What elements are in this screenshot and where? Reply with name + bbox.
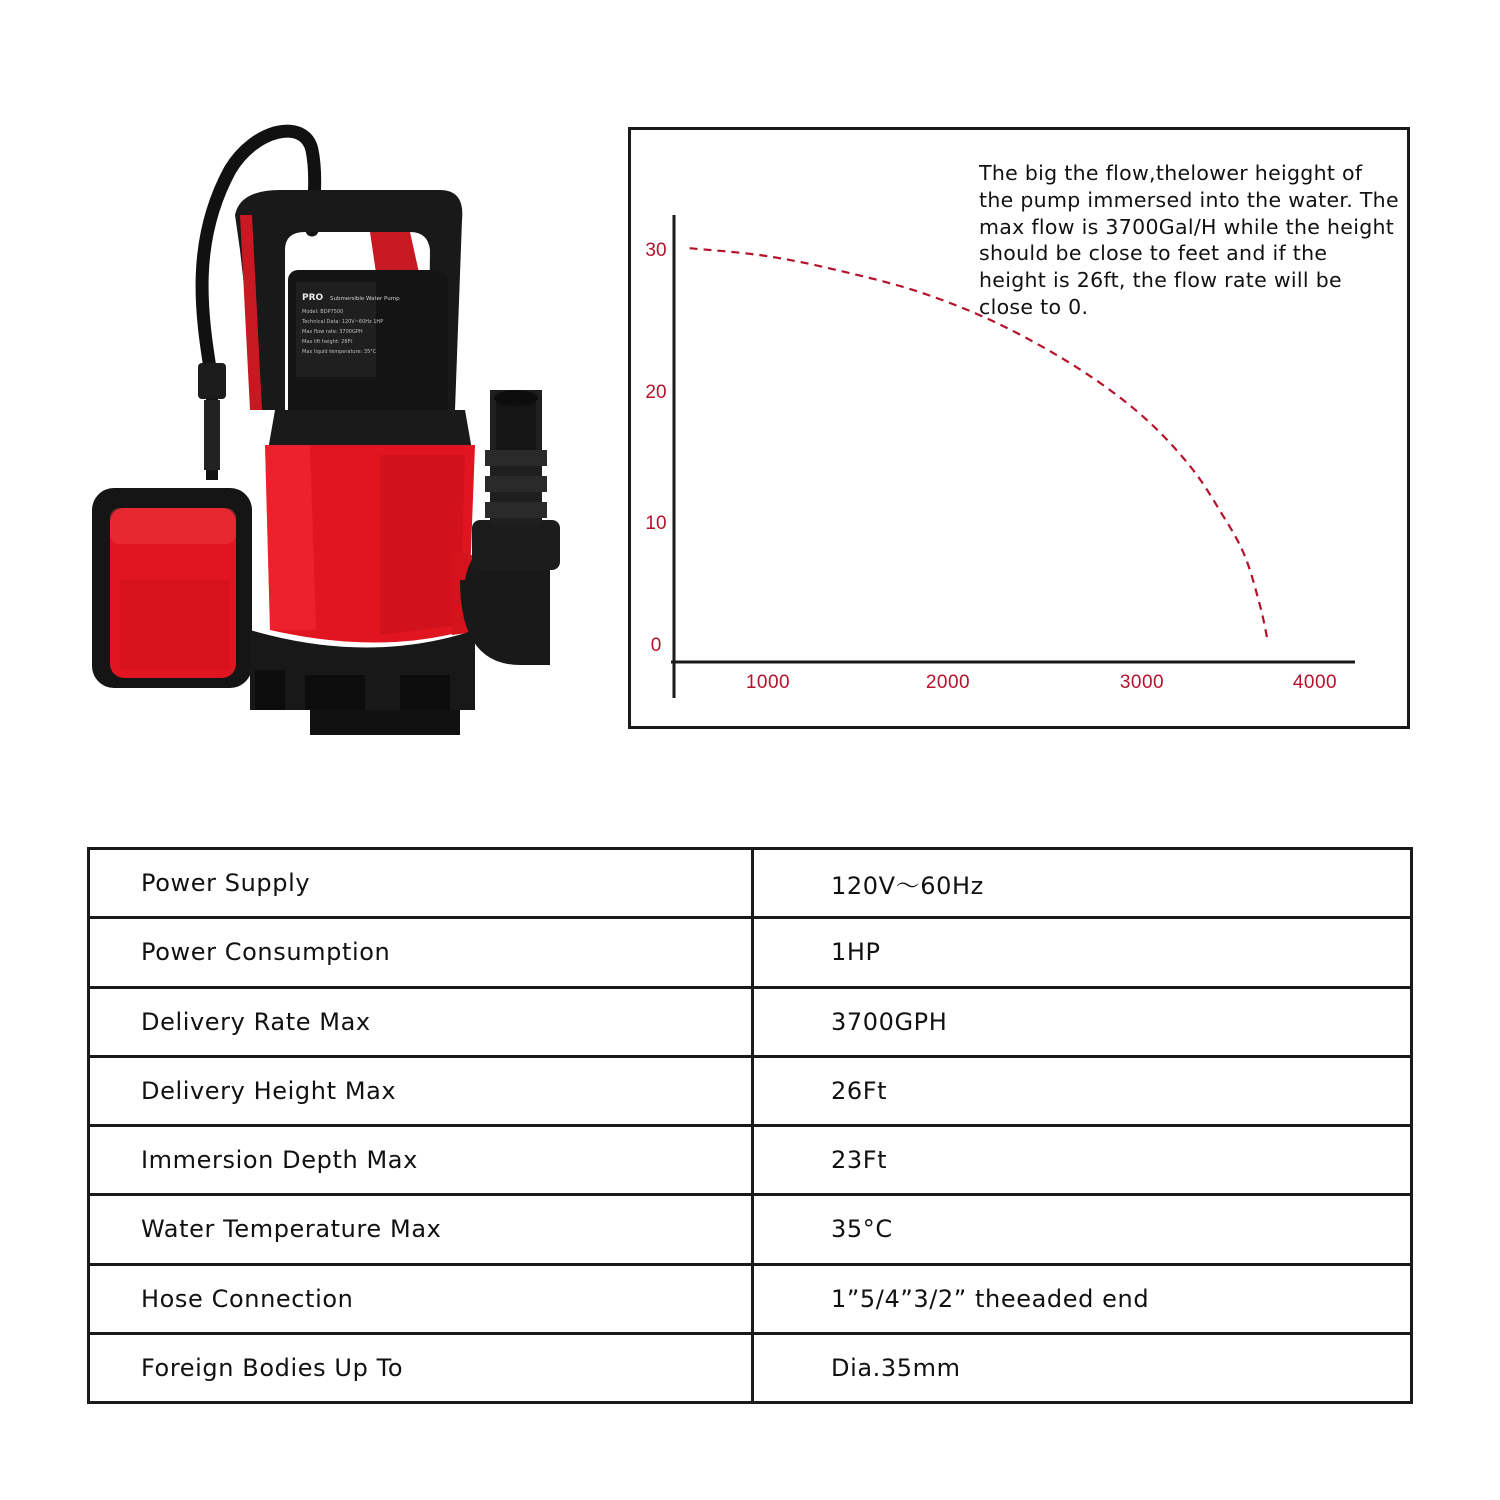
spec-value: 120V～60Hz — [753, 849, 1412, 918]
spec-row — [89, 849, 1412, 918]
spec-table-body — [89, 849, 1412, 1403]
spec-row — [89, 1126, 1412, 1195]
pump-label-line: Max liquid temperature: 35°C — [302, 349, 377, 355]
performance-curve-chart — [628, 127, 1410, 729]
spec-value: 35°C — [753, 1195, 1412, 1264]
chart-annotation: The big the flow,thelower heigght of the pump immersed into the water. The max flow is 3700Gal/H while the height should be close to feet and if the height is 26ft, the flow rate will be close to 0. — [979, 161, 1399, 319]
spec-row — [89, 918, 1412, 987]
spec-label: Immersion Depth Max — [89, 1126, 753, 1195]
spec-row — [89, 1195, 1412, 1264]
x-tick-label: 1000 — [745, 672, 791, 693]
spec-value: 26Ft — [753, 1056, 1412, 1125]
x-tick-label: 4000 — [1292, 672, 1338, 693]
spec-value: 1”5/4”3/2” theeaded end — [753, 1264, 1412, 1333]
spec-value: 23Ft — [753, 1126, 1412, 1195]
x-tick-label: 2000 — [925, 672, 971, 693]
spec-table — [87, 847, 1413, 1404]
spec-row — [89, 987, 1412, 1056]
submersible-pump-icon — [80, 110, 570, 750]
spec-row — [89, 1333, 1412, 1402]
pump-label-line: Max lift height: 26Ft — [302, 339, 353, 345]
pump-label-line: Technical Data: 120V~60Hz 1HP — [302, 319, 384, 325]
pump-label-line: Model: BDP7500 — [302, 309, 344, 315]
y-tick-label: 30 — [645, 240, 667, 261]
x-tick-label: 3000 — [1119, 672, 1165, 693]
spec-label: Power Supply — [89, 849, 753, 918]
spec-row — [89, 1056, 1412, 1125]
spec-label: Power Consumption — [89, 918, 753, 987]
pump-label-line: Max flow rate: 3700GPH — [302, 329, 363, 335]
spec-label: Delivery Rate Max — [89, 987, 753, 1056]
spec-label: Hose Connection — [89, 1264, 753, 1333]
spec-row — [89, 1264, 1412, 1333]
spec-value: 3700GPH — [753, 987, 1412, 1056]
spec-label: Delivery Height Max — [89, 1056, 753, 1125]
spec-label: Foreign Bodies Up To — [89, 1333, 753, 1402]
y-tick-label: 20 — [645, 382, 667, 403]
y-tick-label: 10 — [645, 513, 667, 534]
pump-label-title: Submersible Water Pump — [330, 296, 400, 302]
brand-logo: PRO — [302, 293, 324, 303]
y-tick-label: 0 — [650, 635, 662, 656]
spec-label: Water Temperature Max — [89, 1195, 753, 1264]
spec-value: Dia.35mm — [753, 1333, 1412, 1402]
spec-value: 1HP — [753, 918, 1412, 987]
